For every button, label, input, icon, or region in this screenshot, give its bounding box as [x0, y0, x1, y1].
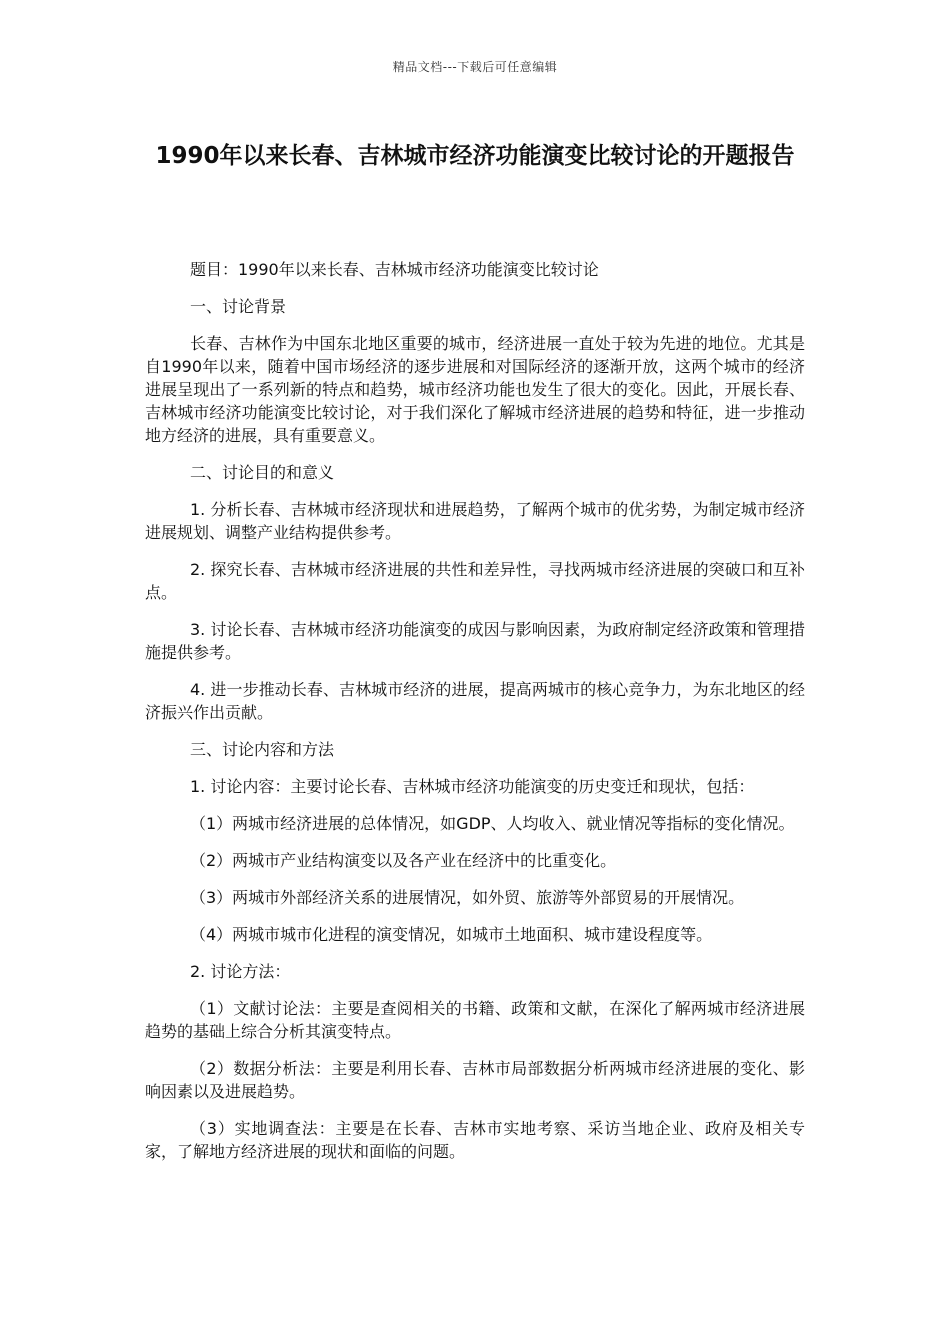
background-paragraph: 长春、吉林作为中国东北地区重要的城市，经济进展一直处于较为先进的地位。尤其是自1990年以来，随着中国市场经济的逐步进展和对国际经济的逐渐开放，这两个城市的经济进展呈现出了一系列新的特点和趋势，城市经济功能也发生了很大的变化。因此，开展长春、吉林城市经济功能演变比较讨论，对于我们深化了解城市经济进展的趋势和特征，进一步推动地方经济的进展，具有重要意义。: [145, 334, 805, 445]
purpose-item-1: 1. 分析长春、吉林城市经济现状和进展趋势，了解两个城市的优劣势，为制定城市经济进展规划、调整产业结构提供参考。: [145, 500, 805, 542]
topic-line: 题目：1990年以来长春、吉林城市经济功能演变比较讨论: [190, 260, 599, 279]
section-heading-purpose: 二、讨论目的和意义: [190, 463, 335, 482]
content-intro: 1. 讨论内容：主要讨论长春、吉林城市经济功能演变的历史变迁和现状，包括：: [190, 777, 755, 796]
content-item-3: （3）两城市外部经济关系的进展情况，如外贸、旅游等外部贸易的开展情况。: [190, 888, 745, 907]
method-intro: 2. 讨论方法：: [190, 962, 291, 981]
document-title: 1990年以来长春、吉林城市经济功能演变比较讨论的开题报告: [155, 143, 795, 169]
purpose-item-4: 4. 进一步推动长春、吉林城市经济的进展，提高两城市的核心竞争力，为东北地区的经济振兴作出贡献。: [145, 680, 805, 722]
header-note: 精品文档---下载后可任意编辑: [392, 60, 558, 74]
content-item-1: （1）两城市经济进展的总体情况，如GDP、人均收入、就业情况等指标的变化情况。: [190, 814, 795, 833]
section-heading-background: 一、讨论背景: [190, 297, 287, 316]
purpose-item-3: 3. 讨论长春、吉林城市经济功能演变的成因与影响因素，为政府制定经济政策和管理措施提供参考。: [145, 620, 805, 662]
method-item-2: （2）数据分析法：主要是利用长春、吉林市局部数据分析两城市经济进展的变化、影响因素以及进展趋势。: [145, 1059, 805, 1101]
purpose-item-2: 2. 探究长春、吉林城市经济进展的共性和差异性，寻找两城市经济进展的突破口和互补点。: [145, 560, 805, 602]
section-heading-content-method: 三、讨论内容和方法: [190, 740, 335, 759]
content-item-2: （2）两城市产业结构演变以及各产业在经济中的比重变化。: [190, 851, 617, 870]
document-body: [145, 258, 805, 1177]
content-item-4: （4）两城市城市化进程的演变情况，如城市土地面积、城市建设程度等。: [190, 925, 713, 944]
method-item-3: （3）实地调查法：主要是在长春、吉林市实地考察、采访当地企业、政府及相关专家，了解地方经济进展的现状和面临的问题。: [145, 1119, 805, 1161]
method-item-1: （1）文献讨论法：主要是查阅相关的书籍、政策和文献，在深化了解两城市经济进展趋势的基础上综合分析其演变特点。: [145, 999, 805, 1041]
